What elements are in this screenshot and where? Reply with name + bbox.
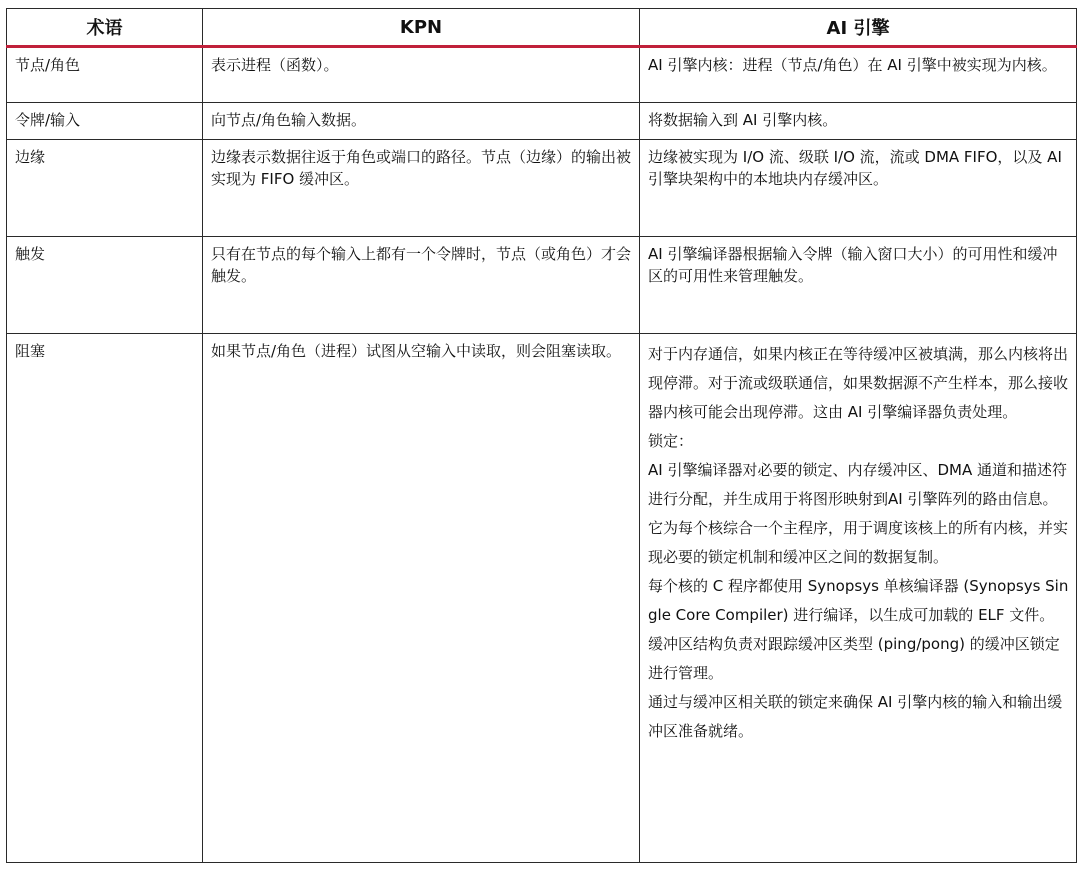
ai-engine-cell <box>640 237 1077 334</box>
term-cell: 触发 <box>7 237 203 334</box>
kpn-cell <box>203 237 640 334</box>
ai-engine-paragraph: 锁定： <box>648 432 694 450</box>
table-row <box>7 140 1077 237</box>
ai-engine-paragraph: 缓冲区结构负责对跟踪缓冲区类型 (ping/pong) 的缓冲区锁定进行管理。 <box>648 635 1060 682</box>
table-row <box>7 237 1077 334</box>
ai-engine-paragraph: AI 引擎编译器对必要的锁定、内存缓冲区、DMA 通道和描述符进行分配，并生成用于将图形映射到AI 引擎阵列的路由信息。它为每个核综合一个主程序，用于调度该核上的所有内核，并实现必要的锁定机制和缓冲区之间的数据复制。 <box>648 461 1069 566</box>
ai-engine-text: AI 引擎编译器根据输入令牌（输入窗口大小）的可用性和缓冲区的可用性来管理触发。 <box>648 245 1058 285</box>
kpn-cell <box>203 334 640 863</box>
kpn-text: 只有在节点的每个输入上都有一个令牌时，节点（或角色）才会触发。 <box>211 245 632 285</box>
header-term: 术语 <box>7 9 203 47</box>
kpn-cell <box>203 103 640 140</box>
table-row <box>7 47 1077 103</box>
kpn-text: 向节点/角色输入数据。 <box>211 111 367 129</box>
kpn-cell <box>203 47 640 103</box>
kpn-comparison-table <box>6 8 1077 863</box>
kpn-text: 边缘表示数据往返于角色或端口的路径。节点（边缘）的输出被实现为 FIFO 缓冲区。 <box>211 148 632 188</box>
ai-engine-paragraph: 每个核的 C 程序都使用 Synopsys 单核编译器 (Synopsys Single Core Compiler) 进行编译，以生成可加载的 ELF 文件。 <box>648 577 1069 624</box>
header-kpn: KPN <box>203 9 640 47</box>
ai-engine-text: AI 引擎内核：进程（节点/角色）在 AI 引擎中被实现为内核。 <box>648 56 1057 74</box>
table-row <box>7 103 1077 140</box>
kpn-text: 表示进程（函数）。 <box>211 56 339 74</box>
kpn-text: 如果节点/角色（进程）试图从空输入中读取，则会阻塞读取。 <box>211 342 622 360</box>
term-cell: 边缘 <box>7 140 203 237</box>
header-ai-engine: AI 引擎 <box>640 9 1077 47</box>
ai-engine-cell <box>640 334 1077 863</box>
term-cell: 令牌/输入 <box>7 103 203 140</box>
ai-engine-text: 边缘被实现为 I/O 流、级联 I/O 流，流或 DMA FIFO，以及 AI 引擎块架构中的本地块内存缓冲区。 <box>648 148 1062 188</box>
ai-engine-cell <box>640 47 1077 103</box>
ai-engine-text: 将数据输入到 AI 引擎内核。 <box>648 111 838 129</box>
ai-engine-paragraph: 对于内存通信，如果内核正在等待缓冲区被填满，那么内核将出现停滞。对于流或级联通信，如果数据源不产生样本，那么接收器内核可能会出现停滞。这由 AI 引擎编译器负责处理。 <box>648 345 1069 421</box>
ai-engine-paragraph: 通过与缓冲区相关联的锁定来确保 AI 引擎内核的输入和输出缓冲区准备就绪。 <box>648 693 1063 740</box>
table-row <box>7 334 1077 863</box>
ai-engine-cell <box>640 103 1077 140</box>
term-cell: 节点/角色 <box>7 47 203 103</box>
header-row <box>7 9 1077 47</box>
term-cell: 阻塞 <box>7 334 203 863</box>
ai-engine-cell <box>640 140 1077 237</box>
kpn-cell <box>203 140 640 237</box>
